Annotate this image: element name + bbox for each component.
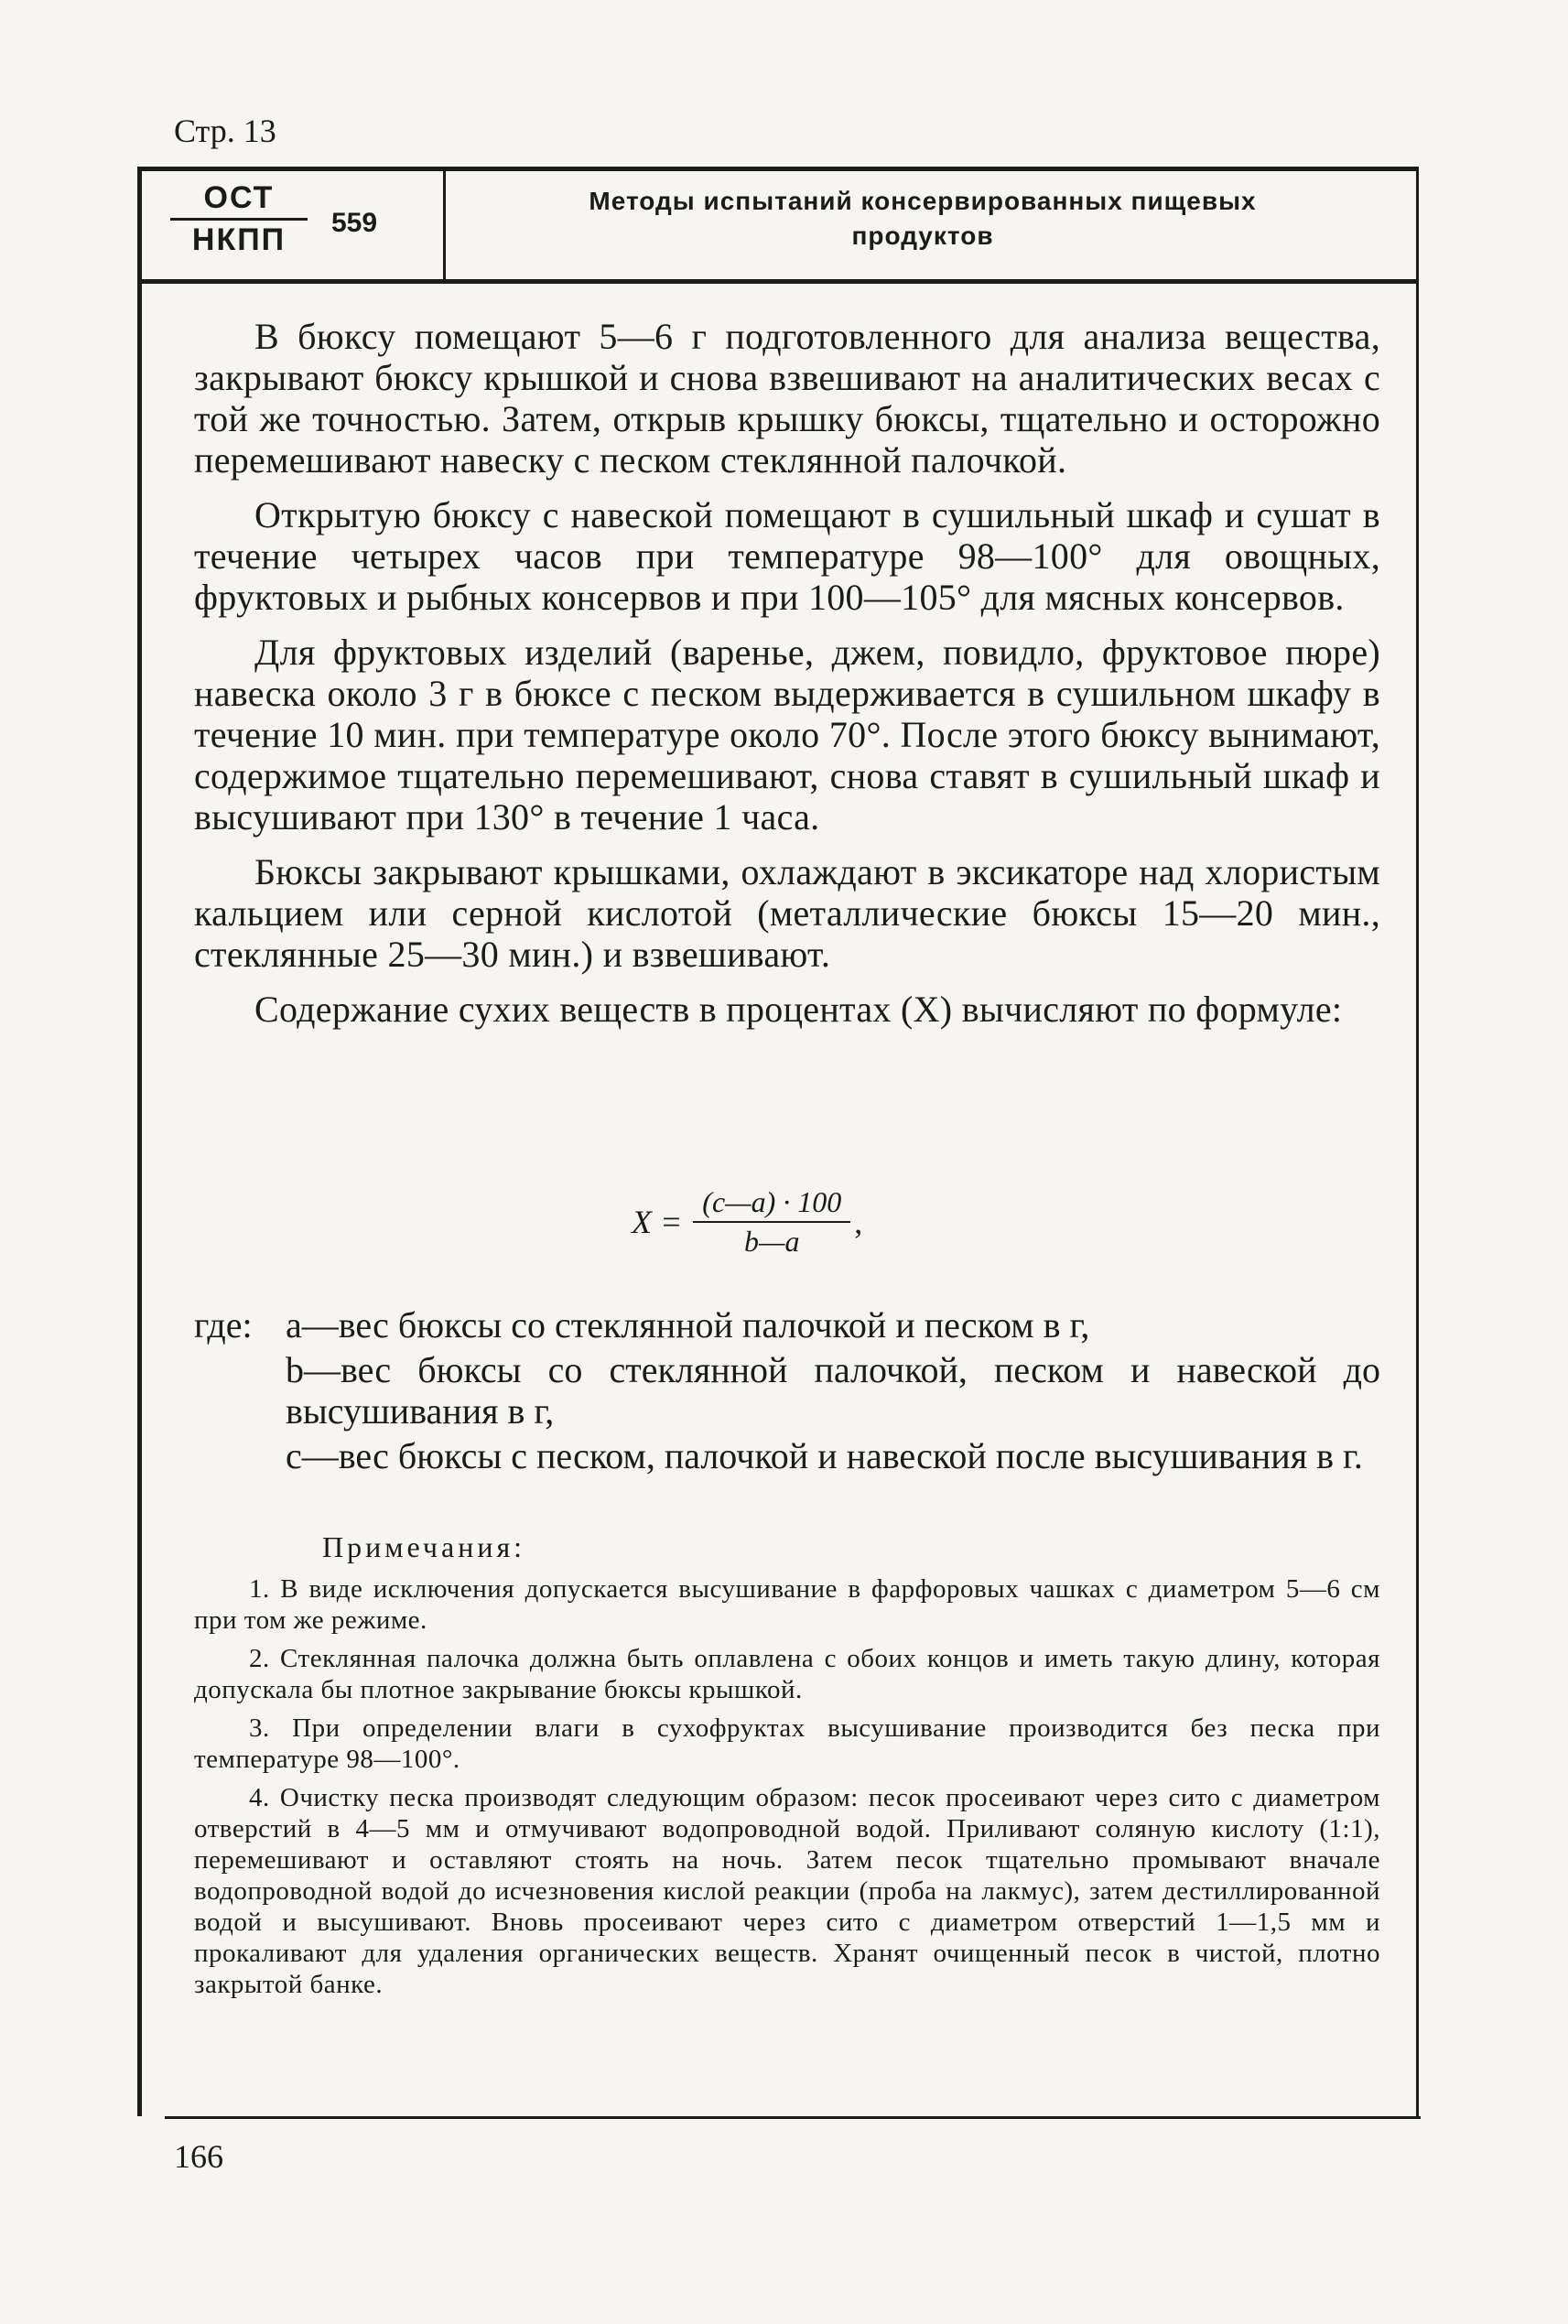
page-label: Стр. 13 [174, 113, 276, 149]
formula-trail: , [854, 1204, 863, 1240]
definition-lead: где: [194, 1304, 253, 1346]
definition-text: b—вес бюксы со стеклянной палочкой, песком и навеской до высушивания в г, [286, 1349, 1380, 1432]
standard-code-cell [137, 171, 446, 279]
definition-spacer [194, 1435, 286, 1476]
definition-text: c—вес бюксы с песком, палочкой и навеской после высушивания в г. [286, 1435, 1363, 1476]
formula-lhs: X = [632, 1204, 683, 1240]
document-title-line2: продуктов [851, 222, 994, 250]
note-item: 4. Очистку песка производят следующим образом: песок просеивают через сито с диаметром отверстий в 4—5 мм и отмучивают водопроводной водой. Приливают соляную кислоту (1:1), перемешивают и оставляют стоять на ночь. Затем песок тщательно промывают вначале водопроводной водой до исчезновения кислой реакции (проба на лакмус), затем дестиллированной водой и высушивают. Вновь просеивают через сито с диаметром отверстий 1—1,5 мм и прокаливают для удаления органических веществ. Хранят очищенный песок в чистой, плотно закрытой банке. [194, 1783, 1380, 1999]
definition-text: a—вес бюксы со стеклянной палочкой и песком в г, [286, 1304, 1090, 1346]
definition-row [194, 1304, 1380, 1346]
definition-row [194, 1349, 1380, 1432]
notes-section [194, 1530, 1380, 2007]
document-title-line1: Методы испытаний консервированных пищевых [589, 187, 1257, 215]
note-item: 1. В виде исключения допускается высушивание в фарфоровых чашках с диаметром 5—6 см при том же режиме. [194, 1574, 1380, 1635]
main-text [194, 316, 1380, 1043]
standard-code [170, 180, 308, 258]
definition-spacer [194, 1349, 286, 1432]
standard-code-top: ОСТ [170, 180, 308, 221]
definition-row [194, 1435, 1380, 1476]
formula-denominator: b—a [744, 1225, 800, 1258]
paragraph: Содержание сухих веществ в процентах (X) вычисляют по формуле: [254, 989, 1343, 1030]
formula [632, 1185, 862, 1259]
note-item: 2. Стеклянная палочка должна быть оплавлена с обоих концов и иметь такую длину, которая допускала бы плотное закрывание бюксы крышкой. [194, 1644, 1380, 1704]
page-number: 166 [174, 2138, 223, 2175]
paragraph: Для фруктовых изделий (варенье, джем, повидло, фруктовое пюре) навеска около 3 г в бюксе с песком выдерживается в сушильном шкафу в течение 10 мин. при температуре около 70°. После этого бюксу вынимают, содержимое тщательно перемешивают, снова ставят в сушильный шкаф и высушивают при 130° в течение 1 часа. [194, 632, 1380, 838]
document-title [447, 184, 1399, 254]
formula-numerator: (c—a) · 100 [693, 1185, 850, 1223]
note-item: 3. При определении влаги в сухофруктах высушивание производится без песка при температуре 98—100°. [194, 1713, 1380, 1774]
document-header [137, 167, 1416, 284]
variable-definitions [194, 1304, 1380, 1480]
formula-fraction [693, 1185, 850, 1259]
standard-code-bottom: НКПП [191, 222, 287, 257]
paragraph: Открытую бюксу с навеской помещают в сушильный шкаф и сушат в течение четырех часов при температуре 98—100° для овощных, фруктовых и рыбных консервов и при 100—105° для мясных консервов. [194, 494, 1380, 618]
notes-heading: Примечания: [322, 1530, 526, 1563]
paragraph: Бюксы закрывают крышками, охлаждают в эксикаторе над хлористым кальцием или серной кислотой (металлические бюксы 15—20 мин., стеклянные 25—30 мин.) и взвешивают. [194, 851, 1380, 975]
bottom-rule [165, 2116, 1421, 2119]
standard-number: 559 [331, 208, 378, 238]
paragraph: В бюксу помещают 5—6 г подготовленного для анализа вещества, закрывают бюксу крышкой и снова взвешивают на аналитических весах с той же точностью. Затем, открыв крышку бюксы, тщательно и осторожно перемешивают навеску с песком стеклянной палочкой. [194, 316, 1380, 481]
